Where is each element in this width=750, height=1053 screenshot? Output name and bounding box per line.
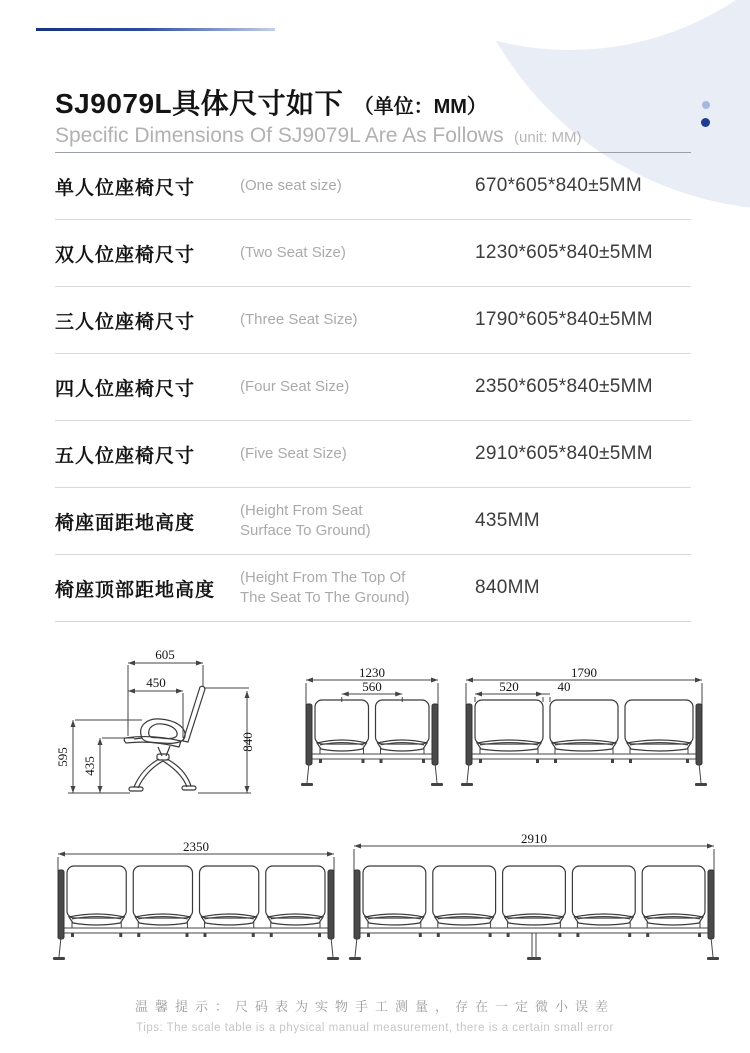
row-label-en: (One seat size) xyxy=(240,176,342,194)
page-subtitle-unit: (unit: MM) xyxy=(514,129,582,146)
table-row xyxy=(55,354,691,421)
dim-label: 450 xyxy=(146,675,166,690)
dim-label: 560 xyxy=(362,679,382,694)
page-title-unit: （单位：MM） xyxy=(353,96,487,118)
row-label-en: (Four Seat Size) xyxy=(240,377,350,395)
row-label-zh: 四人位座椅尺寸 xyxy=(55,378,196,400)
three-seat-front-drawing xyxy=(456,664,712,796)
row-value: 1230*605*840±5MM xyxy=(475,242,653,263)
row-label-zh: 椅座顶部距地高度 xyxy=(55,579,216,601)
dim-label: 1230 xyxy=(359,665,385,680)
row-label-en: (Two Seat Size) xyxy=(240,243,346,261)
row-value: 435MM xyxy=(475,510,540,531)
page-title xyxy=(55,82,487,122)
two-seat-front-drawing xyxy=(296,664,448,796)
dim-label: 435 xyxy=(82,756,97,776)
row-value: 2350*605*840±5MM xyxy=(475,376,653,397)
row-label-zh: 五人位座椅尺寸 xyxy=(55,445,196,467)
dim-label: 520 xyxy=(499,679,519,694)
row-value: 2910*605*840±5MM xyxy=(475,443,653,464)
dimension-table xyxy=(55,153,691,622)
row-value: 670*605*840±5MM xyxy=(475,175,643,196)
tip-text-en: Tips: The scale table is a physical manual measurement, there is a certain small error xyxy=(136,1022,614,1034)
row-label-en: (Five Seat Size) xyxy=(240,444,347,462)
dim-label: 2350 xyxy=(183,842,209,854)
page-subtitle xyxy=(55,124,582,148)
row-label-en-line1: (Height From Seat xyxy=(240,501,363,519)
row-label-zh: 双人位座椅尺寸 xyxy=(55,244,196,266)
row-label-zh: 单人位座椅尺寸 xyxy=(55,177,196,199)
dim-label: 595 xyxy=(55,747,70,767)
accent-line xyxy=(36,28,275,31)
dim-label: 1790 xyxy=(571,665,597,680)
decor-dot-dark xyxy=(701,118,710,127)
row-label-en: (Three Seat Size) xyxy=(240,310,358,328)
table-row xyxy=(55,421,691,488)
row-label-en-line2: Surface To Ground) xyxy=(240,522,371,539)
table-row xyxy=(55,220,691,287)
table-row xyxy=(55,555,691,622)
dim-label: 605 xyxy=(155,647,175,662)
row-label-zh: 三人位座椅尺寸 xyxy=(55,311,196,333)
table-row xyxy=(55,287,691,354)
row-value: 1790*605*840±5MM xyxy=(475,309,653,330)
decor-dot-light xyxy=(702,101,710,109)
four-seat-front-drawing xyxy=(48,842,344,970)
page-title-zh: SJ9079L具体尺寸如下 xyxy=(55,88,344,119)
row-label-en xyxy=(240,568,475,609)
five-seat-front-drawing xyxy=(344,834,724,970)
single-seat-side-drawing xyxy=(30,646,280,821)
row-value: 840MM xyxy=(475,577,540,598)
row-label-en-line1: (Height From The Top Of xyxy=(240,568,406,586)
table-row xyxy=(55,153,691,220)
table-row xyxy=(55,488,691,555)
row-label-zh: 椅座面距地高度 xyxy=(55,512,196,534)
footer-tips xyxy=(0,996,750,1034)
dim-label: 40 xyxy=(557,679,571,694)
row-label-en xyxy=(240,501,475,542)
dim-label: 840 xyxy=(240,732,255,752)
dim-label: 2910 xyxy=(521,834,547,846)
row-label-en-line2: The Seat To The Ground) xyxy=(240,589,410,606)
tip-text-zh: 温馨提示：尺码表为实物手工测量，存在一定微小误差 xyxy=(134,999,615,1014)
page-subtitle-en: Specific Dimensions Of SJ9079L Are As Follows xyxy=(55,124,504,147)
